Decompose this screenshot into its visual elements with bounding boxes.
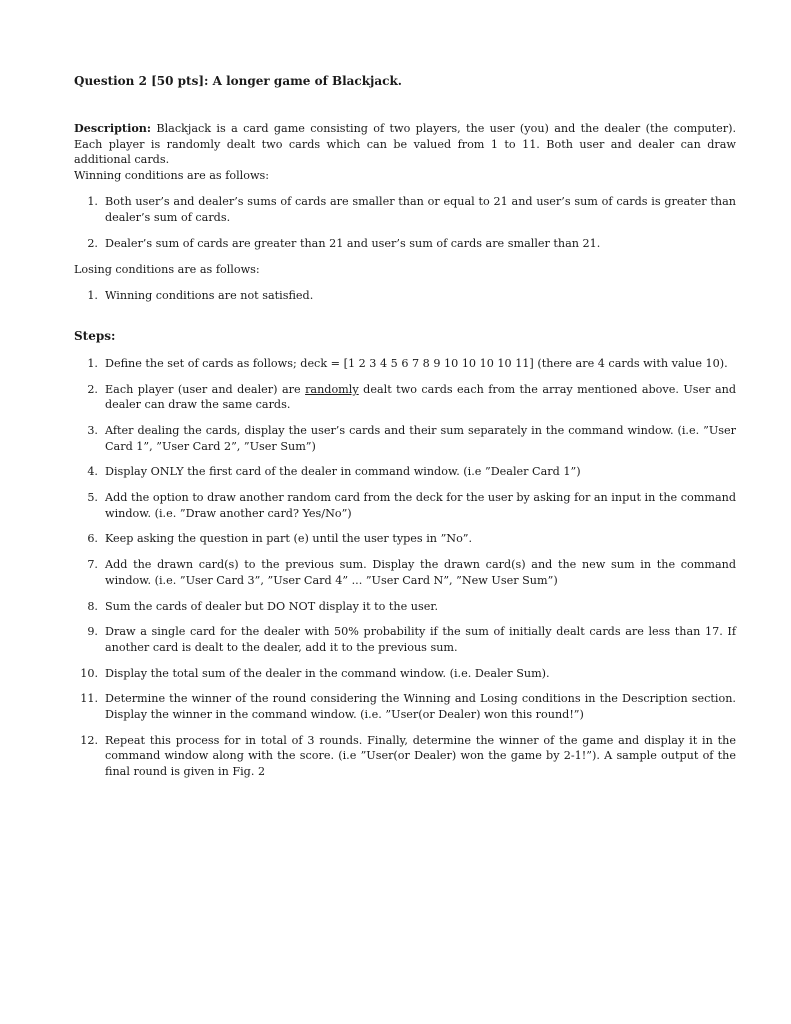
step-item: [74, 557, 736, 588]
item-number: 11.: [80, 692, 98, 706]
item-number: 8.: [87, 599, 98, 613]
item-number: 2.: [87, 382, 98, 396]
item-text: Add the drawn card(s) to the previous sum. Display the drawn card(s) and the new sum in the command window. (i.e. ”User Card 3”, ”User Card 4” ... ”User Card N”, ”New User Sum”): [105, 558, 736, 587]
item-text: Each player (user and dealer) are: [105, 382, 306, 396]
item-number: 9.: [87, 625, 98, 639]
item-number: 1.: [87, 195, 98, 208]
list-item: [74, 194, 736, 225]
item-text: Display ONLY the first card of the dealer in command window. (i.e ”Dealer Card 1”): [105, 465, 581, 479]
item-text: Keep asking the question in part (e) until the user types in ”No”.: [105, 532, 473, 546]
item-number: 12.: [80, 733, 98, 747]
step-item: [74, 691, 736, 722]
item-number: 1.: [87, 357, 98, 370]
steps-list: [74, 356, 736, 779]
description-label: Description:: [74, 121, 152, 135]
item-number: 5.: [87, 491, 98, 505]
item-text: Sum the cards of dealer but DO NOT display it to the user.: [105, 599, 439, 613]
item-text: Dealer’s sum of cards are greater than 21 and user’s sum of cards are smaller than 21.: [105, 237, 601, 250]
item-text: Draw a single card for the dealer with 50% probability if the sum of initially dealt cards are less than 17. If another card is dealt to the dealer, add it to the previous sum.: [105, 625, 736, 654]
winning-conditions-label: Winning conditions are as follows:: [74, 169, 270, 182]
item-text: Determine the winner of the round considering the Winning and Losing conditions in the Description section. Display the winner in the command window. (i.e. ”User(or Dealer) won this round!”): [105, 692, 736, 721]
question-title: Question 2 [50 pts]: A longer game of Blackjack.: [74, 74, 402, 88]
step-item: [74, 599, 736, 615]
losing-conditions-list: [74, 288, 736, 304]
item-number: 1.: [87, 289, 98, 302]
description-paragraph: [74, 121, 736, 168]
item-number: 2.: [87, 237, 98, 250]
description-text: Blackjack is a card game consisting of two players, the user (you) and the dealer (the computer). Each player is randomly dealt two cards which can be valued from 1 to 11. Both user and dealer can draw additional cards.: [74, 122, 736, 166]
winning-conditions-list: [74, 194, 736, 252]
item-text: Both user’s and dealer’s sums of cards are smaller than or equal to 21 and user’s sum of cards is greater than dealer’s sum of cards.: [105, 195, 736, 224]
item-text: Add the option to draw another random card from the deck for the user by asking for an input in the command window. (i.e. ”Draw another card? Yes/No”): [105, 491, 736, 520]
item-text: Display the total sum of the dealer in the command window. (i.e. Dealer Sum).: [105, 666, 550, 680]
list-item: [74, 236, 736, 252]
underlined-word: randomly: [305, 382, 359, 396]
item-number: 10.: [80, 666, 98, 680]
item-text: Repeat this process for in total of 3 rounds. Finally, determine the winner of the game and display it in the command window along with the score. (i.e ”User(or Dealer) won the game by 2-1!”). A sample output of the final round is given in Fig. 2: [105, 733, 736, 778]
item-number: 4.: [87, 465, 98, 479]
step-item: [74, 382, 736, 413]
item-number: 3.: [87, 424, 98, 438]
item-text: dealt two cards each from the array mentioned above. User and dealer can draw the same cards.: [105, 382, 736, 412]
losing-conditions-label: Losing conditions are as follows:: [74, 263, 260, 276]
item-text: After dealing the cards, display the user’s cards and their sum separately in the command window. (i.e. ”User Card 1”, ”User Card 2”, ”User Sum”): [105, 424, 736, 453]
step-item: [74, 624, 736, 655]
step-item: [74, 356, 736, 372]
step-item: [74, 531, 736, 547]
step-item: [74, 464, 736, 480]
list-item: [74, 288, 736, 304]
step-item: [74, 490, 736, 521]
item-number: 7.: [87, 558, 98, 572]
item-text: Winning conditions are not satisfied.: [105, 289, 314, 302]
step-item: [74, 666, 736, 682]
item-text: Define the set of cards as follows; deck = [1 2 3 4 5 6 7 8 9 10 10 10 10 11] (there are 4 cards with value 10).: [105, 357, 728, 370]
item-number: 6.: [87, 532, 98, 546]
step-item: [74, 423, 736, 454]
steps-heading: Steps:: [74, 329, 116, 343]
step-item: [74, 733, 736, 780]
